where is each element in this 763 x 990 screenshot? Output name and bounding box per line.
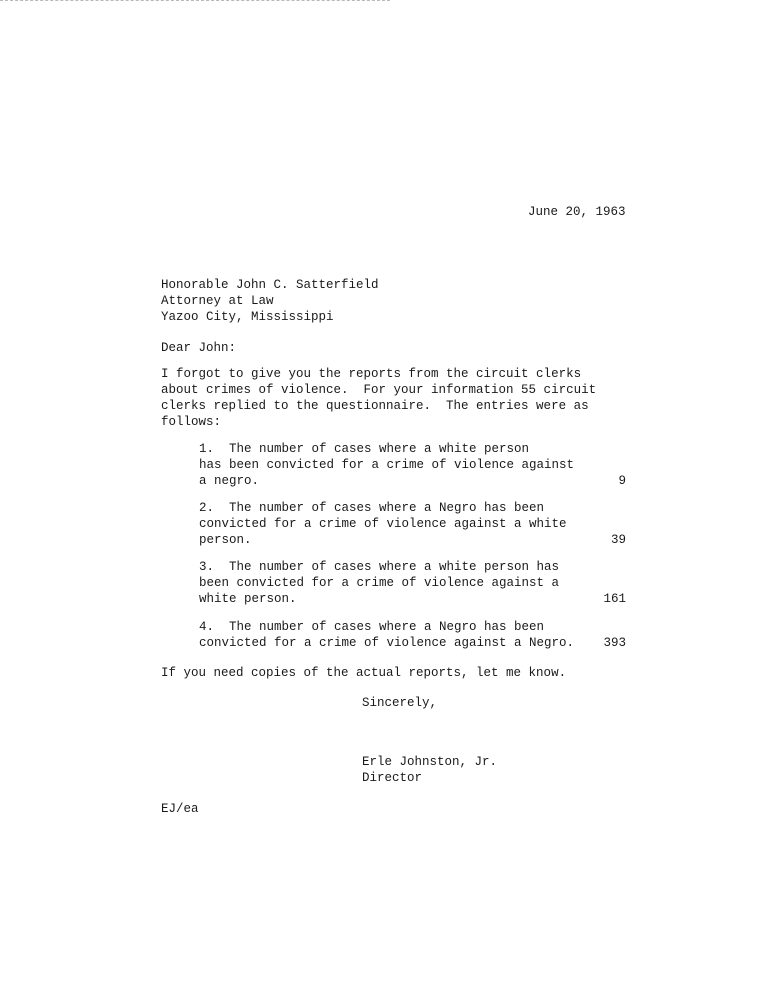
entry-line: 2. The number of cases where a Negro has been bbox=[199, 501, 545, 515]
entry-1-count: 9 bbox=[618, 474, 626, 488]
entry-line: 4. The number of cases where a Negro has been bbox=[199, 620, 545, 634]
address-line: Attorney at Law bbox=[161, 294, 274, 308]
entry-line: a negro. bbox=[199, 474, 260, 488]
entry-1 bbox=[199, 441, 574, 489]
signer-name: Erle Johnston, Jr. bbox=[362, 755, 498, 769]
entry-line: 3. The number of cases where a white person has bbox=[199, 560, 560, 574]
entry-line: been convicted for a crime of violence against a bbox=[199, 576, 560, 590]
signer-title: Director bbox=[362, 771, 423, 785]
complimentary-close: Sincerely, bbox=[362, 696, 438, 710]
entry-2-count: 39 bbox=[610, 533, 626, 547]
entry-line: convicted for a crime of violence against a Negro. bbox=[199, 636, 575, 650]
entry-line: has been convicted for a crime of violence against bbox=[199, 458, 575, 472]
entry-4 bbox=[199, 619, 574, 651]
address-line: Honorable John C. Satterfield bbox=[161, 278, 379, 292]
top-edge-dashes bbox=[0, 0, 390, 1]
entry-line: 1. The number of cases where a white person bbox=[199, 442, 530, 456]
address-line: Yazoo City, Mississippi bbox=[161, 310, 334, 324]
entry-3-count: 161 bbox=[603, 592, 626, 606]
entry-line: convicted for a crime of violence against a white bbox=[199, 517, 567, 531]
recipient-address bbox=[161, 277, 379, 325]
entry-4-count: 393 bbox=[603, 636, 626, 650]
paragraph-line: clerks replied to the questionnaire. The entries were as bbox=[161, 399, 589, 413]
paragraph-line: I forgot to give you the reports from the circuit clerks bbox=[161, 367, 582, 381]
salutation: Dear John: bbox=[161, 341, 237, 355]
entry-line: white person. bbox=[199, 592, 297, 606]
entry-2 bbox=[199, 500, 567, 548]
entry-line: person. bbox=[199, 533, 252, 547]
paragraph-line: follows: bbox=[161, 415, 222, 429]
reference-initials: EJ/ea bbox=[161, 802, 199, 816]
intro-paragraph bbox=[161, 366, 596, 430]
entry-3 bbox=[199, 559, 559, 607]
signature-block bbox=[362, 754, 497, 786]
closing-paragraph: If you need copies of the actual reports, let me know. bbox=[161, 666, 567, 680]
letter-date: June 20, 1963 bbox=[528, 205, 626, 219]
paragraph-line: about crimes of violence. For your information 55 circuit bbox=[161, 383, 597, 397]
